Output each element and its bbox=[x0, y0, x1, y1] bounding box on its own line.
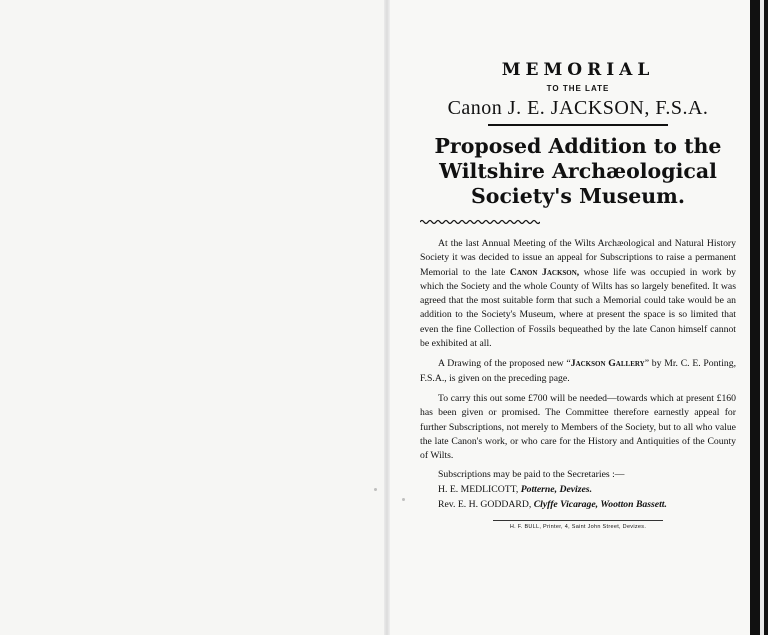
main-heading bbox=[420, 134, 736, 209]
canon-name: Canon J. E. JACKSON, F.S.A. bbox=[447, 97, 709, 119]
paragraph-1-text: At the last Annual Meeting of the Wilts Archæological and Natural History Society it was decided to issue an appeal for Subscriptions to raise a permanent Memorial to the late bbox=[420, 238, 736, 278]
paragraph-2-text-cont: ” by Mr. C. E. Ponting, F.S.A., is given on the preceding page. bbox=[420, 358, 736, 384]
memorial-leaflet bbox=[420, 60, 736, 530]
secretaries-intro: Subscriptions may be paid to the Secretaries :— bbox=[438, 469, 625, 481]
scan-edge bbox=[750, 0, 768, 635]
secretary-2-name: Rev. E. H. GODDARD, bbox=[438, 499, 532, 511]
paragraph-drawing bbox=[420, 357, 736, 386]
paragraph-appeal bbox=[420, 237, 736, 351]
paper-speck bbox=[402, 498, 405, 501]
jackson-gallery-smallcaps: Jackson Gallery bbox=[570, 358, 645, 370]
canon-jackson-smallcaps: Canon Jackson, bbox=[509, 266, 580, 278]
ornamental-wavy-rule bbox=[420, 219, 540, 225]
paper-speck bbox=[374, 488, 377, 491]
printer-imprint: H. F. BULL, Printer, 4, Saint John Street, Devizes. bbox=[509, 524, 647, 531]
heading-line-2: Wiltshire Archæological bbox=[439, 159, 717, 183]
secretary-2 bbox=[420, 499, 736, 510]
book-spine bbox=[384, 0, 390, 635]
paragraph-funding: To carry this out some £700 will be needed—towards which at present £160 has been given or promised. The Committee therefore earnestly appeal for further Subscriptions, not merely to Members of the Society, but to all who value the late Canon's work, or who care for the History and Antiquities of the County of Wilts. bbox=[420, 392, 736, 462]
printer-rule bbox=[493, 520, 663, 521]
secretary-1-name: H. E. MEDLICOTT, bbox=[438, 484, 519, 496]
heading-line-3: Society's Museum. bbox=[470, 184, 686, 208]
secretary-1 bbox=[420, 484, 736, 495]
memorial-title: MEMORIAL bbox=[501, 60, 655, 80]
secretary-2-address: Clyffe Vicarage, Wootton Bassett. bbox=[533, 499, 667, 511]
heading-line-1: Proposed Addition to the bbox=[434, 134, 722, 158]
paragraph-2-text: A Drawing of the proposed new “ bbox=[438, 358, 571, 370]
secretary-1-address: Potterne, Devizes. bbox=[520, 484, 592, 496]
to-the-late-line: TO THE LATE bbox=[546, 84, 610, 93]
paragraph-1-text-cont: whose life was occupied in work by which the Society and the whole County of Wilts has so largely benefited. It was agreed that the most suitable form that such a Memorial could take would be an addition to the Society's Museum, where at present the space is so limited that even the fine Collection of Fossils bequeathed by the late Canon himself cannot be exhibited at all. bbox=[420, 266, 737, 350]
title-rule bbox=[488, 124, 668, 126]
